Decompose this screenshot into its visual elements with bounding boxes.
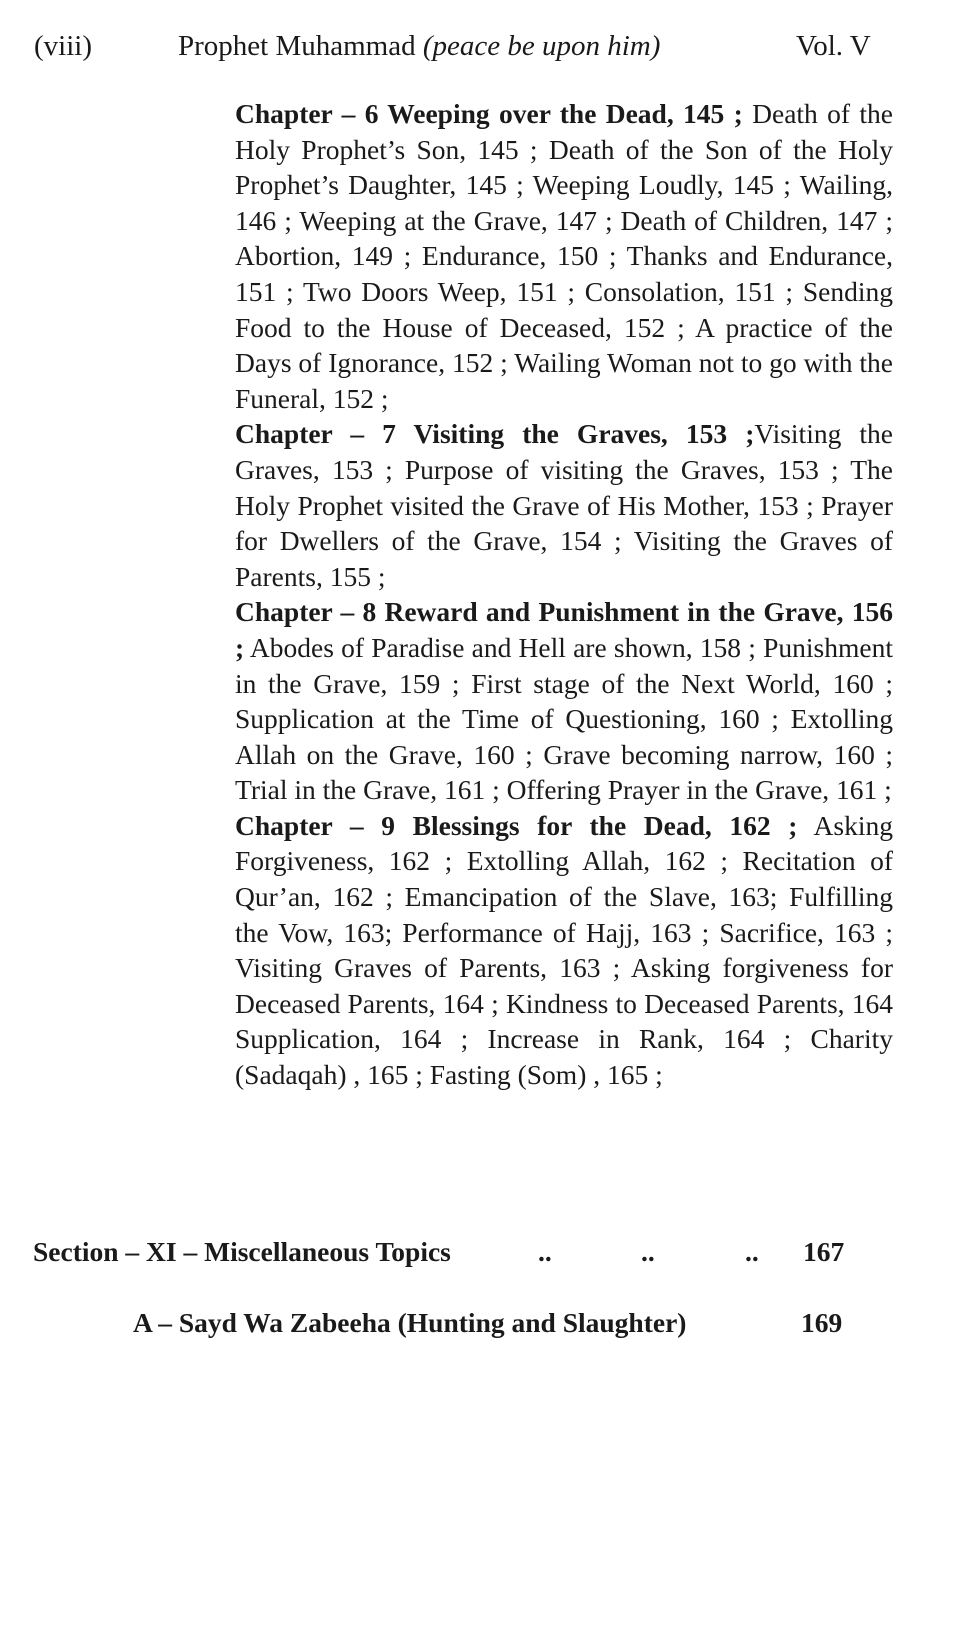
book-title-honorific: (peace be upon him) [422, 30, 661, 62]
chapter-topics: Death of the Holy Prophet’s Son, 145 ; Death of the Son of the Holy Prophet’s Daughter, 145 ; Weeping Loudly, 145 ; Wailing, 146 ; Weeping at the Grave, 147 ; Death of Children, 147 ; Abortion, 149 ; Endurance, 150 ; Thanks and Endurance, 151 ; Two Doors Weep, 151 ; Consolation, 151 ; Sending Food to the House of Deceased, 152 ; A practice of the Days of Ignorance, 152 ; Wailing Woman not to go with the Funeral, 152 ; [235, 98, 893, 414]
chapter-heading: Chapter – 8 Reward and Punishment in the Grave, 156 ; [235, 596, 893, 663]
section-page-number: 167 [803, 1236, 845, 1267]
dot-leader: .. [745, 1236, 759, 1267]
toc-chapter-6 [235, 96, 893, 416]
page-number: (viii) [34, 30, 92, 62]
book-title [178, 26, 660, 66]
table-of-contents [235, 96, 893, 1093]
toc-chapter-7 [235, 416, 893, 594]
chapter-topics: Asking Forgiveness, 162 ; Extolling Allah, 162 ; Recitation of Qur’an, 162 ; Emancipation of the Slave, 163; Fulfilling the Vow, 163; Performance of Hajj, 163 ; Sacrifice, 163 ; Visiting Graves of Parents, 163 ; Asking forgiveness for Deceased Parents, 164 ; Kindness to Deceased Parents, 164 Supplication, 164 ; Increase in Rank, 164 ; Charity (Sadaqah) , 165 ; Fasting (Som) , 165 ; [235, 809, 893, 1091]
subsection-page-number: 169 [801, 1307, 843, 1338]
chapter-heading: Chapter – 9 Blessings for the Dead, 162 ; [235, 809, 798, 841]
chapter-heading: Chapter – 7 Visiting the Graves, 153 ; [235, 418, 755, 450]
book-title-main: Prophet Muhammad [178, 30, 423, 62]
dot-leader: .. [641, 1236, 655, 1267]
subsection-title: A – Sayd Wa Zabeeha (Hunting and Slaughter) [133, 1307, 687, 1338]
toc-chapter-8 [235, 594, 893, 808]
volume-label: Vol. V [796, 30, 871, 62]
dot-leader: .. [538, 1236, 552, 1267]
section-title: Section – XI – Miscellaneous Topics [33, 1236, 451, 1267]
toc-chapter-9 [235, 808, 893, 1093]
running-header [34, 26, 894, 66]
chapter-heading: Chapter – 6 Weeping over the Dead, 145 ; [235, 98, 743, 129]
chapter-topics: Abodes of Paradise and Hell are shown, 158 ; Punishment in the Grave, 159 ; First stage of the Next World, 160 ; Supplication at the Time of Questioning, 160 ; Extolling Allah on the Grave, 160 ; Grave becoming narrow, 160 ; Trial in the Grave, 161 ; Offering Prayer in the Grave, 161 ; [235, 631, 893, 806]
chapter-topics: Visiting the Graves, 153 ; Purpose of visiting the Graves, 153 ; The Holy Prophet visited the Grave of His Mother, 153 ; Prayer for Dwellers of the Grave, 154 ; Visiting the Graves of Parents, 155 ; [235, 418, 893, 592]
